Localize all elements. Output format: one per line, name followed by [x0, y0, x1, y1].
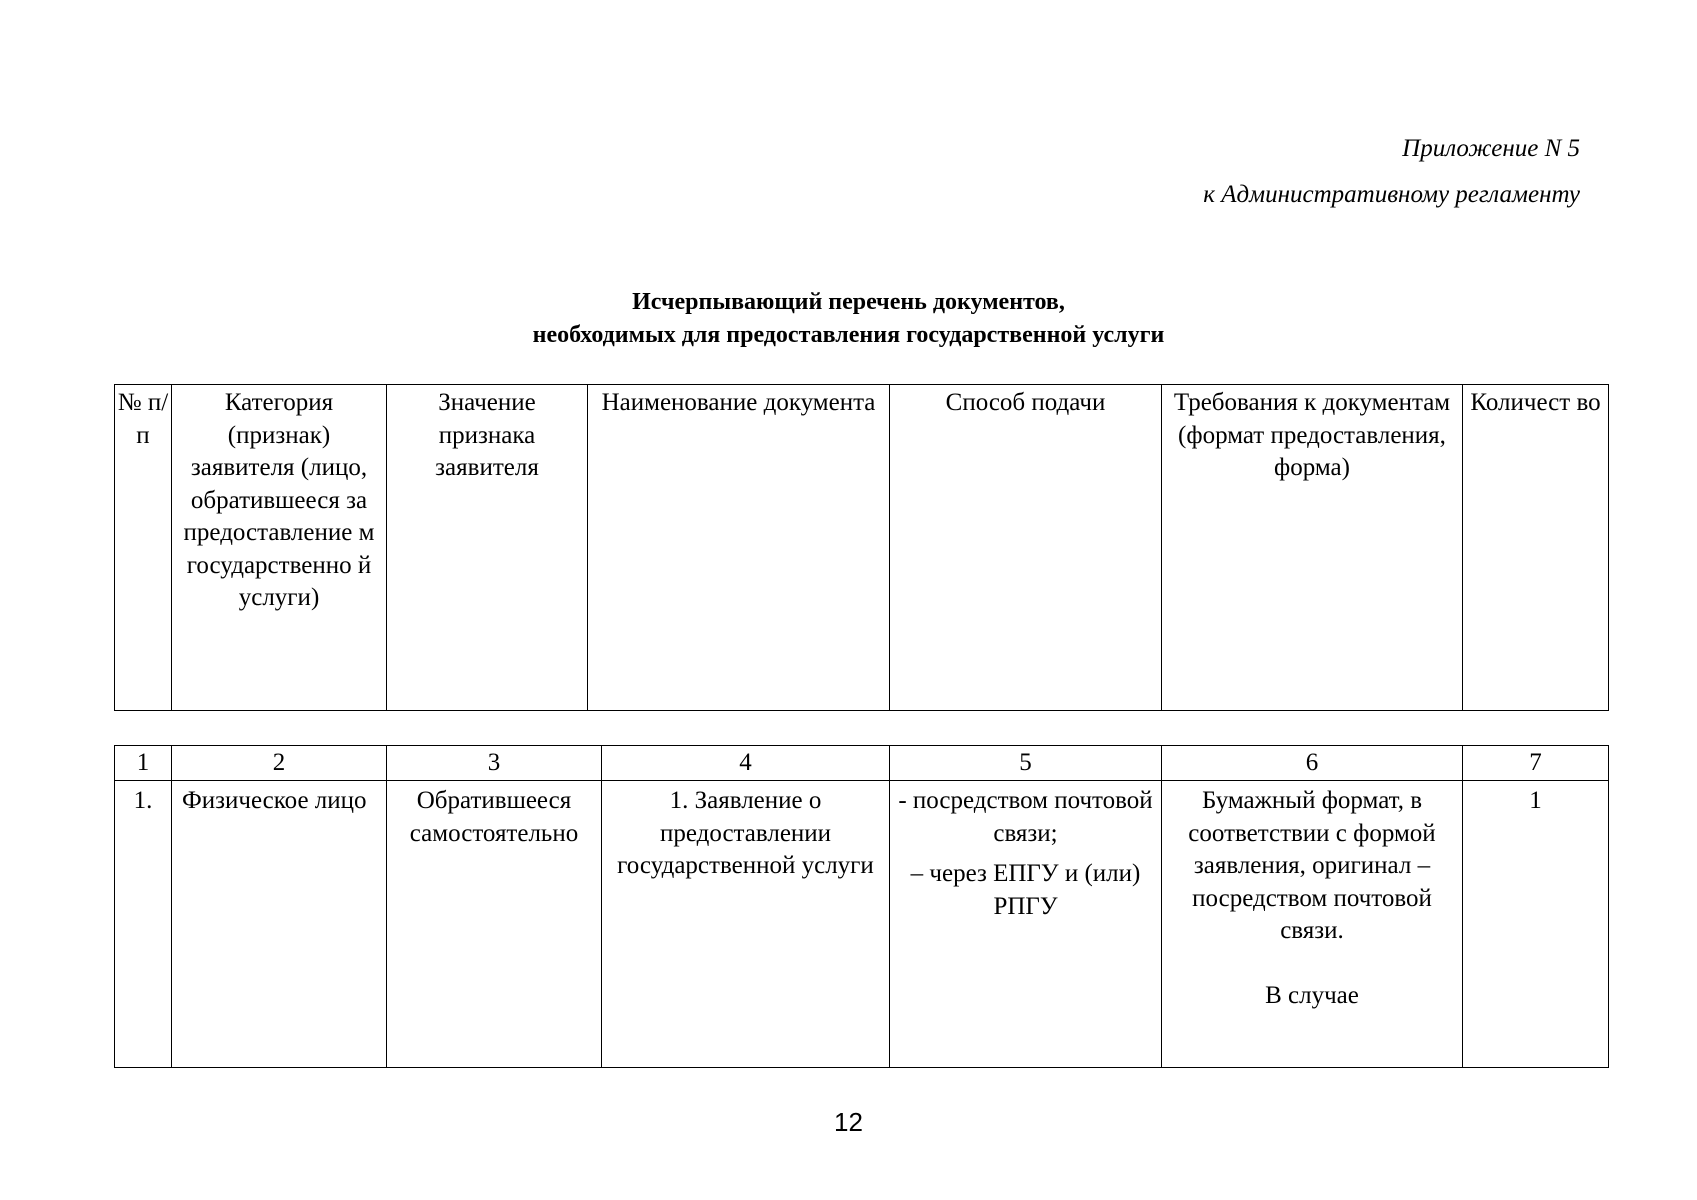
row-value: Обратившееся самостоятельно — [387, 781, 602, 1068]
column-number: 4 — [602, 746, 890, 781]
header-cell-category: Категория (признак) заявителя (лицо, обратившееся за предоставление м государственно й услуги) — [172, 385, 387, 711]
page-number: 12 — [834, 1107, 863, 1137]
header-table — [114, 384, 1609, 711]
documents-table — [114, 745, 1609, 1068]
row-number: 1. — [115, 781, 172, 1068]
requirements-continued: В случае — [1265, 981, 1359, 1009]
requirements-text: Бумажный формат, в соответствии с формой заявления, оригинал – посредством почтовой связи. — [1188, 787, 1436, 944]
title-line-2: необходимых для предоставления государственной услуги — [532, 322, 1165, 348]
column-number: 3 — [387, 746, 602, 781]
column-number-row — [115, 746, 1609, 781]
header-cell-value: Значение признака заявителя — [387, 385, 588, 711]
method-online: – через ЕПГУ и (или) РПГУ — [910, 860, 1141, 920]
column-number: 2 — [172, 746, 387, 781]
column-number: 7 — [1463, 746, 1609, 781]
row-quantity: 1 — [1463, 781, 1609, 1068]
row-method — [890, 781, 1162, 1068]
header-cell-requirements: Требования к документам (формат предоставления, форма) — [1162, 385, 1463, 711]
method-mail: - посредством почтовой связи; — [898, 787, 1153, 847]
header-cell-method: Способ подачи — [890, 385, 1162, 711]
header-cell-quantity: Количест во — [1463, 385, 1609, 711]
row-category: Физическое лицо — [172, 781, 387, 1068]
title-line-1: Исчерпывающий перечень документов, — [632, 289, 1065, 315]
appendix-label: Приложение N 5 — [1402, 135, 1580, 162]
column-number: 6 — [1162, 746, 1463, 781]
row-requirements — [1162, 781, 1463, 1068]
header-cell-number: № п/ п — [115, 385, 172, 711]
column-number: 5 — [890, 746, 1162, 781]
appendix-reference: к Административному регламенту — [1203, 181, 1580, 208]
column-number: 1 — [115, 746, 172, 781]
document-title — [0, 286, 1697, 352]
row-document: 1. Заявление о предоставлении государственной услуги — [602, 781, 890, 1068]
header-row — [115, 385, 1609, 711]
header-cell-document: Наименование документа — [588, 385, 890, 711]
table-row — [115, 781, 1609, 1068]
